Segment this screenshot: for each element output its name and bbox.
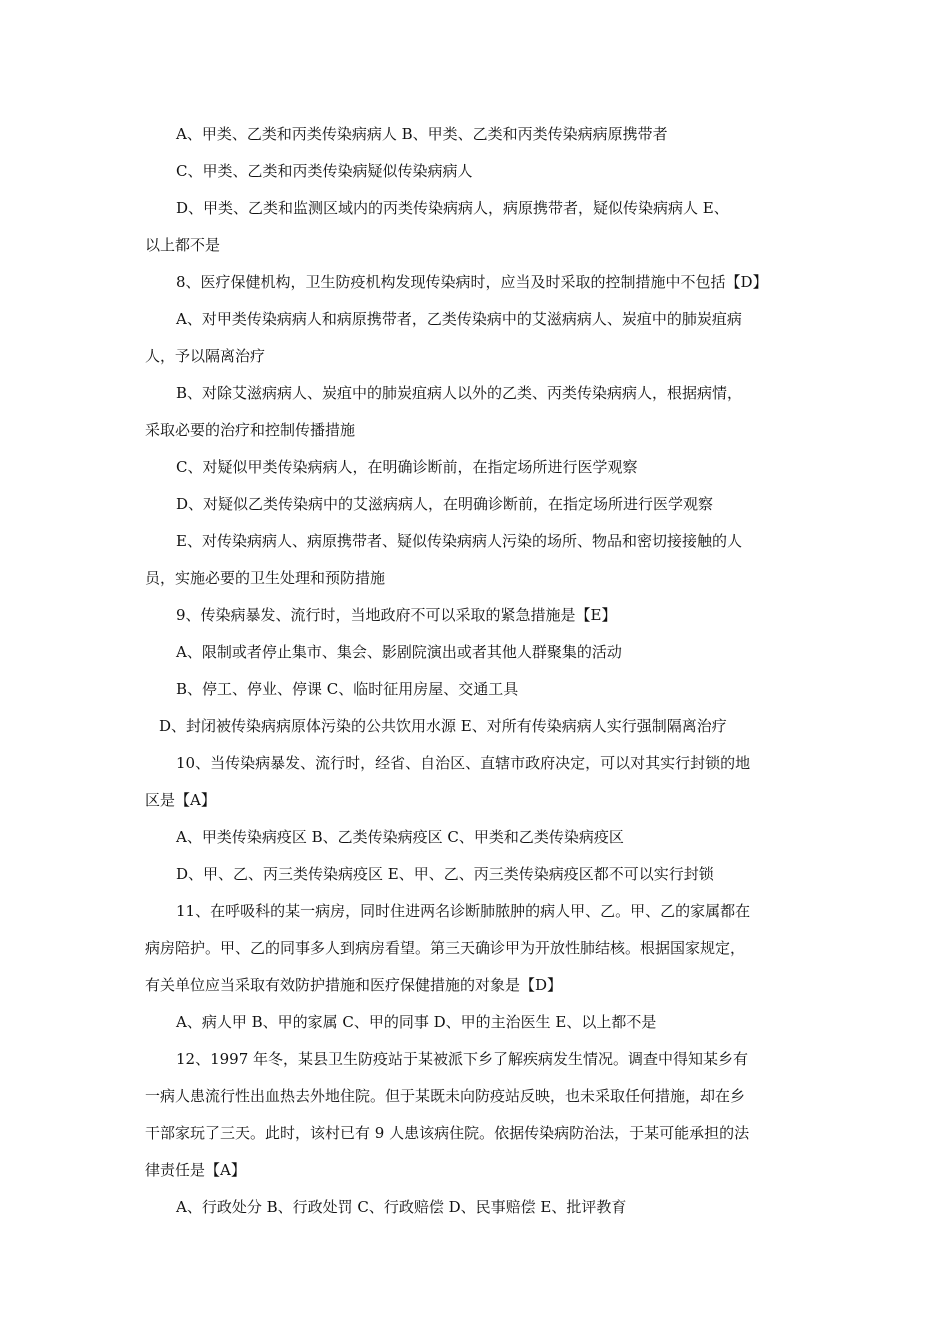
text-line: 律责任是【A】	[145, 1161, 246, 1179]
document-page	[145, 116, 810, 1226]
text-line: 人，予以隔离治疗	[145, 347, 266, 365]
text-line: 10、当传染病暴发、流行时，经省、自治区、直辖市政府决定，可以对其实行封锁的地	[176, 754, 751, 772]
text-line: D、甲类、乙类和监测区域内的丙类传染病病人，病原携带者，疑似传染病病人 E、	[176, 199, 729, 217]
text-line: 一病人患流行性出血热去外地住院。但于某既未向防疫站反映，也未采取任何措施，却在乡	[145, 1087, 746, 1105]
text-line: B、停工、停业、停课 C、临时征用房屋、交通工具	[176, 680, 519, 698]
text-line: C、甲类、乙类和丙类传染病疑似传染病病人	[176, 162, 473, 180]
text-line: 干部家玩了三天。此时，该村已有 9 人患该病住院。依据传染病防治法，于某可能承担的法	[145, 1124, 750, 1142]
text-line: C、对疑似甲类传染病病人，在明确诊断前，在指定场所进行医学观察	[176, 458, 638, 476]
text-line: A、限制或者停止集市、集会、影剧院演出或者其他人群聚集的活动	[176, 643, 622, 661]
text-line: E、对传染病病人、病原携带者、疑似传染病病人污染的场所、物品和密切接接触的人	[176, 532, 742, 550]
text-line: A、病人甲 B、甲的家属 C、甲的同事 D、甲的主治医生 E、以上都不是	[176, 1013, 657, 1031]
text-line: 8、医疗保健机构，卫生防疫机构发现传染病时，应当及时采取的控制措施中不包括【D】	[176, 273, 768, 291]
text-line: 员，实施必要的卫生处理和预防措施	[145, 569, 386, 587]
text-line: 区是【A】	[145, 791, 216, 809]
text-line: A、行政处分 B、行政处罚 C、行政赔偿 D、民事赔偿 E、批评教育	[176, 1198, 627, 1216]
text-line: 有关单位应当采取有效防护措施和医疗保健措施的对象是【D】	[145, 976, 563, 994]
text-line: D、甲、乙、丙三类传染病疫区 E、甲、乙、丙三类传染病疫区都不可以实行封锁	[176, 865, 714, 883]
text-line: D、对疑似乙类传染病中的艾滋病病人，在明确诊断前，在指定场所进行医学观察	[176, 495, 714, 513]
text-line: 采取必要的治疗和控制传播措施	[145, 421, 356, 439]
text-line: 病房陪护。甲、乙的同事多人到病房看望。第三天确诊甲为开放性肺结核。根据国家规定，	[145, 939, 746, 957]
text-line: 12、1997 年冬，某县卫生防疫站于某被派下乡了解疾病发生情况。调查中得知某乡有	[176, 1050, 749, 1068]
text-line: 以上都不是	[145, 236, 221, 254]
text-line: A、甲类、乙类和丙类传染病病人 B、甲类、乙类和丙类传染病病原携带者	[176, 125, 668, 143]
text-line: D、封闭被传染病病原体污染的公共饮用水源 E、对所有传染病病人实行强制隔离治疗	[159, 717, 727, 735]
text-line: A、甲类传染病疫区 B、乙类传染病疫区 C、甲类和乙类传染病疫区	[176, 828, 624, 846]
text-line: 11、在呼吸科的某一病房，同时住进两名诊断肺脓肿的病人甲、乙。甲、乙的家属都在	[176, 902, 751, 920]
text-line: B、对除艾滋病病人、炭疽中的肺炭疽病人以外的乙类、丙类传染病病人，根据病情，	[176, 384, 743, 402]
text-line: A、对甲类传染病病人和病原携带者，乙类传染病中的艾滋病病人、炭疽中的肺炭疽病	[176, 310, 742, 328]
text-line: 9、传染病暴发、流行时，当地政府不可以采取的紧急措施是【E】	[176, 606, 617, 624]
